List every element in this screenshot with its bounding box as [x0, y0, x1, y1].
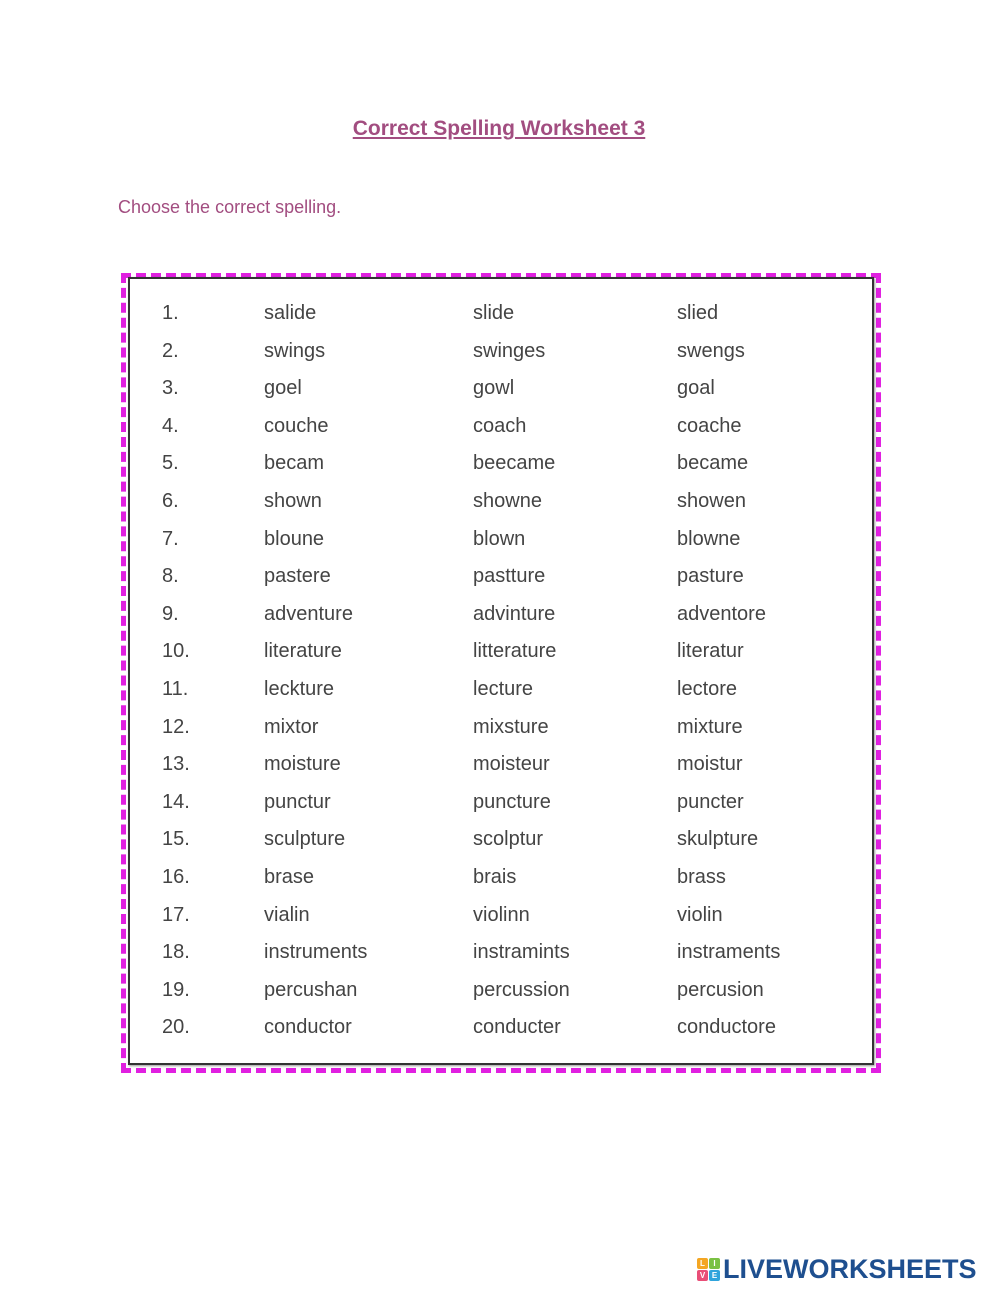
logo-text: LIVEWORKSHEETS [723, 1254, 977, 1284]
word-row [162, 711, 842, 749]
option-c[interactable]: adventore [677, 602, 766, 625]
word-row [162, 447, 842, 485]
worksheet-title: Correct Spelling Worksheet 3 [352, 117, 646, 140]
option-a[interactable]: salide [264, 302, 317, 324]
word-row [162, 1011, 842, 1049]
option-c[interactable]: brass [677, 865, 726, 888]
option-c[interactable]: percusion [677, 978, 764, 1001]
option-b[interactable]: mixsture [473, 715, 549, 738]
option-b[interactable]: swinges [473, 339, 546, 362]
logo-blocks-icon [697, 1258, 720, 1281]
option-a[interactable]: adventure [264, 602, 353, 625]
option-a[interactable]: becam [264, 452, 325, 475]
option-a[interactable]: vialin [264, 903, 310, 926]
row-number: 15. [162, 828, 190, 851]
option-c[interactable]: puncter [677, 790, 744, 813]
row-number: 13. [162, 753, 190, 776]
option-c[interactable]: instraments [677, 941, 781, 964]
option-c[interactable]: slied [677, 302, 719, 324]
option-c[interactable]: swengs [677, 339, 745, 362]
option-a[interactable]: pastere [264, 565, 331, 588]
option-b[interactable]: violinn [473, 903, 530, 926]
option-a[interactable]: bloune [264, 527, 325, 550]
row-number: 4. [162, 414, 179, 437]
word-row [162, 410, 842, 448]
row-number: 8. [162, 565, 179, 588]
row-number: 12. [162, 715, 190, 738]
word-row [162, 786, 842, 824]
word-row [162, 560, 842, 598]
option-a[interactable]: mixtor [264, 715, 319, 738]
row-number: 14. [162, 790, 190, 813]
option-a[interactable]: swings [264, 339, 326, 362]
row-number: 1. [162, 302, 179, 324]
option-c[interactable]: violin [677, 903, 723, 926]
row-number: 17. [162, 903, 190, 926]
option-c[interactable]: moistur [677, 753, 743, 776]
option-b[interactable]: scolptur [473, 828, 544, 851]
option-c[interactable]: goal [677, 377, 715, 400]
option-a[interactable]: brase [264, 865, 315, 888]
option-b[interactable]: conducter [473, 1016, 561, 1039]
word-row [162, 635, 842, 673]
option-a[interactable]: sculpture [264, 828, 346, 851]
word-row [162, 936, 842, 974]
option-b[interactable]: blown [473, 527, 526, 550]
row-number: 9. [162, 602, 179, 625]
option-b[interactable]: pastture [473, 565, 546, 588]
logo-letter-block: E [709, 1270, 720, 1281]
row-number: 10. [162, 640, 190, 663]
row-number: 11. [162, 677, 189, 700]
option-b[interactable]: moisteur [473, 753, 550, 776]
word-row [162, 899, 842, 937]
option-a[interactable]: couche [264, 414, 329, 437]
option-b[interactable]: gowl [473, 377, 515, 400]
option-c[interactable]: pasture [677, 565, 744, 588]
row-number: 3. [162, 377, 179, 400]
word-row [162, 372, 842, 410]
option-c[interactable]: coache [677, 414, 742, 437]
option-c[interactable]: became [677, 452, 749, 475]
option-c[interactable]: mixture [677, 715, 743, 738]
word-row [162, 485, 842, 523]
option-c[interactable]: literatur [677, 640, 744, 663]
option-b[interactable]: showne [473, 489, 542, 512]
option-c[interactable]: conductore [677, 1016, 776, 1039]
option-c[interactable]: skulpture [677, 828, 759, 851]
row-number: 20. [162, 1016, 190, 1039]
option-a[interactable]: punctur [264, 790, 331, 813]
option-a[interactable]: percushan [264, 978, 358, 1001]
instruction-text: Choose the correct spelling. [118, 197, 342, 217]
word-list [162, 297, 842, 1049]
option-b[interactable]: brais [473, 865, 517, 888]
word-row [162, 748, 842, 786]
option-b[interactable]: advinture [473, 602, 556, 625]
option-b[interactable]: litterature [473, 640, 557, 663]
option-b[interactable]: lecture [473, 677, 534, 700]
word-row [162, 598, 842, 636]
option-b[interactable]: beecame [473, 452, 556, 475]
option-b[interactable]: instramints [473, 941, 570, 964]
option-a[interactable]: instruments [264, 941, 368, 964]
option-a[interactable]: goel [264, 377, 302, 400]
word-row [162, 823, 842, 861]
logo-letter-block: V [697, 1270, 708, 1281]
option-c[interactable]: lectore [677, 677, 738, 700]
row-number: 5. [162, 452, 179, 475]
option-b[interactable]: puncture [473, 790, 551, 813]
option-a[interactable]: moisture [264, 753, 341, 776]
row-number: 18. [162, 941, 190, 964]
row-number: 16. [162, 865, 190, 888]
row-number: 2. [162, 339, 179, 362]
option-a[interactable]: literature [264, 640, 342, 663]
row-number: 19. [162, 978, 190, 1001]
option-c[interactable]: blowne [677, 527, 741, 550]
word-row [162, 523, 842, 561]
liveworksheets-logo [697, 1254, 977, 1285]
logo-letter-block: L [697, 1258, 708, 1269]
option-c[interactable]: showen [677, 489, 746, 512]
row-number: 6. [162, 489, 179, 512]
word-row [162, 974, 842, 1012]
word-row [162, 673, 842, 711]
option-a[interactable]: conductor [264, 1016, 352, 1039]
row-number: 7. [162, 527, 179, 550]
word-row [162, 297, 842, 335]
option-b[interactable]: slide [473, 302, 515, 324]
word-row [162, 335, 842, 373]
option-a[interactable]: shown [264, 489, 322, 512]
option-a[interactable]: leckture [264, 677, 335, 700]
logo-letter-block: I [709, 1258, 720, 1269]
word-row [162, 861, 842, 899]
option-b[interactable]: coach [473, 414, 527, 437]
option-b[interactable]: percussion [473, 978, 570, 1001]
